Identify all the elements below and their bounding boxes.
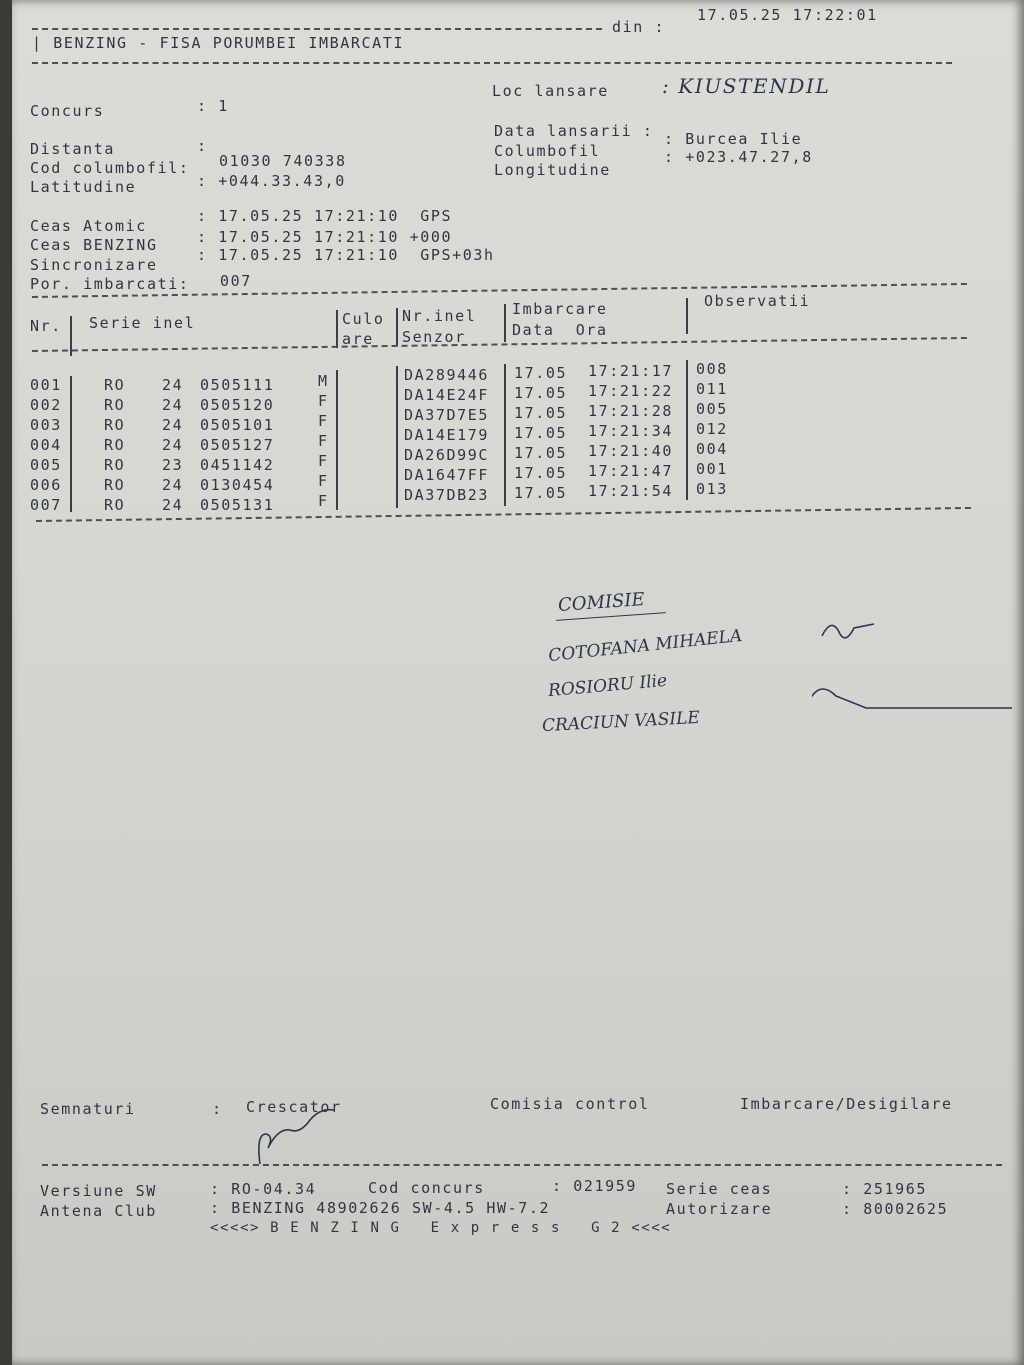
cell-data: 17.05 [514,384,568,402]
cell-nr: 004 [30,436,62,454]
semnaturi-label: Semnaturi [40,1100,136,1118]
col-data-ora-header: Data Ora [512,321,608,339]
cell-senzor: DA37D7E5 [404,406,490,424]
sincronizare-value: : 17.05.25 17:21:10 GPS+03h [197,246,495,264]
handwritten-member-2: ROSIORU Ilie [547,670,668,702]
cell-ora: 17:21:40 [588,442,674,460]
cell-inel: 0505127 [200,436,275,454]
cell-inel: 0505101 [200,416,275,434]
ceas-benzing-label: Ceas BENZING [30,236,158,254]
col-observatii-header: Observatii [704,292,811,310]
cell-ora: 17:21:17 [588,362,674,380]
col-separator [504,364,506,506]
cell-nr: 002 [30,396,62,414]
versiune-value: : RO-04.34 [210,1180,317,1198]
cell-tara: RO [104,456,126,474]
cell-nr: 001 [30,376,62,394]
divider [42,1164,1002,1166]
cell-an: 24 [162,396,184,414]
antena-value: : BENZING 48902626 SW-4.5 HW-7.2 [210,1199,551,1217]
ceas-atomic-label: Ceas Atomic [30,217,147,235]
col-separator [336,370,338,510]
por-imbarcati-value: 007 [220,272,252,290]
cod-concurs-value: : 021959 [552,1177,638,1195]
cell-nr: 005 [30,456,62,474]
cell-senzor: DA37DB23 [404,486,490,504]
cell-tara: RO [104,416,126,434]
cell-ora: 17:21:47 [588,462,674,480]
cell-senzor: DA26D99C [404,446,490,464]
handwritten-comisie: COMISIE [557,589,646,616]
latitudine-label: Latitudine [30,178,137,196]
cell-data: 17.05 [514,444,568,462]
cell-an: 24 [162,496,184,514]
cell-inel: 0505111 [200,376,275,394]
cell-nr: 007 [30,496,62,514]
cell-an: 24 [162,416,184,434]
cell-tara: RO [104,396,126,414]
cell-tara: RO [104,376,126,394]
imbarcare-label: Imbarcare/Desigilare [740,1095,953,1113]
col-separator [686,360,688,500]
columbofil-label: Columbofil [494,142,601,160]
table-row [12,360,1012,396]
cell-obs: 011 [696,380,728,398]
cell-senzor: DA14E24F [404,386,490,404]
cell-sex: F [318,472,329,490]
col-senzor-header: Senzor [402,328,466,346]
col-nr-header: Nr. [30,317,62,335]
longitudine-value: : +023.47.27,8 [664,148,813,166]
cell-ora: 17:21:22 [588,382,674,400]
cell-obs: 013 [696,480,728,498]
versiune-label: Versiune SW [40,1182,157,1200]
divider [32,28,602,30]
handwritten-member-1: COTOFANA MIHAELA [547,625,744,667]
ceas-atomic-value: : 17.05.25 17:21:10 GPS [197,207,453,225]
cell-data: 17.05 [514,484,568,502]
cell-an: 24 [162,376,184,394]
col-serie-header: Serie inel [89,314,196,332]
cell-an: 24 [162,436,184,454]
crescator-label: Crescator [246,1098,342,1116]
cell-inel: 0505120 [200,396,275,414]
cell-obs: 012 [696,420,728,438]
latitudine-value: : +044.33.43,0 [197,172,346,190]
col-separator [396,366,398,508]
commission-signatures-icon [812,600,1012,730]
cell-tara: RO [104,476,126,494]
din-label: din : [612,18,666,36]
autorizare-label: Autorizare [666,1200,773,1218]
cell-data: 17.05 [514,364,568,382]
cell-sex: F [318,432,329,450]
semnaturi-colon: : [212,1100,223,1118]
divider [32,62,952,64]
col-culoare-header: Culo [342,310,385,328]
cod-concurs-label: Cod concurs [368,1179,485,1197]
page-title: | BENZING - FISA PORUMBEI IMBARCATI [32,34,405,52]
distanta-label: Distanta [30,140,116,158]
cell-nr: 003 [30,416,62,434]
divider [32,337,967,352]
cell-sex: F [318,492,329,510]
breeder-signature-icon [240,1102,360,1172]
concurs-value: : 1 [197,97,229,115]
sincronizare-label: Sincronizare [30,256,158,274]
cell-data: 17.05 [514,404,568,422]
cell-data: 17.05 [514,464,568,482]
cod-columbofil-label: Cod columbofil: [30,159,190,177]
cell-sex: M [318,372,329,390]
cell-obs: 001 [696,460,728,478]
por-imbarcati-label: Por. imbarcati: [30,275,190,293]
cell-obs: 005 [696,400,728,418]
cell-sex: F [318,452,329,470]
col-separator [336,310,338,348]
cell-sex: F [318,412,329,430]
cell-ora: 17:21:34 [588,422,674,440]
cell-nr: 006 [30,476,62,494]
cell-obs: 008 [696,360,728,378]
col-separator [504,304,506,342]
cell-tara: RO [104,496,126,514]
cell-tara: RO [104,436,126,454]
serie-ceas-label: Serie ceas [666,1180,773,1198]
din-value: 17.05.25 17:22:01 [697,6,878,24]
ceas-benzing-value: : 17.05.25 17:21:10 +000 [197,228,453,246]
loc-lansare-label: Loc lansare [492,82,609,100]
longitudine-label: Longitudine [494,161,611,179]
cell-an: 23 [162,456,184,474]
cell-inel: 0505131 [200,496,275,514]
cod-columbofil-value: 01030 740338 [219,152,347,170]
cell-obs: 004 [696,440,728,458]
col-culoare-header-2: are [342,330,374,348]
concurs-label: Concurs [30,102,105,120]
cell-senzor: DA1647FF [404,466,490,484]
data-lansarii-label: Data lansarii : [494,122,654,140]
cell-sex: F [318,392,329,410]
cell-ora: 17:21:28 [588,402,674,420]
benzing-banner: <<<<> B E N Z I N G E x p r e s s G 2 <<<< [210,1220,672,1236]
loc-lansare-value: : KIUSTENDIL [662,74,831,98]
cell-data: 17.05 [514,424,568,442]
cell-senzor: DA14E179 [404,426,490,444]
cell-senzor: DA289446 [404,366,490,384]
receipt-paper [12,0,1024,1365]
comisia-label: Comisia control [490,1095,650,1113]
col-separator [396,308,398,346]
cell-ora: 17:21:54 [588,482,674,500]
distanta-value: : [197,137,208,155]
col-imbarcare-header: Imbarcare [512,300,608,318]
autorizare-value: : 80002625 [842,1200,949,1218]
cell-inel: 0451142 [200,456,275,474]
cell-inel: 0130454 [200,476,275,494]
antena-label: Antena Club [40,1202,157,1220]
col-separator [70,376,72,512]
serie-ceas-value: : 251965 [842,1180,928,1198]
handwritten-member-3: CRACIUN VASILE [541,707,701,737]
cell-an: 24 [162,476,184,494]
columbofil-value: : Burcea Ilie [664,130,803,148]
col-separator [686,298,688,334]
col-inel-header: Nr.inel [402,307,477,325]
